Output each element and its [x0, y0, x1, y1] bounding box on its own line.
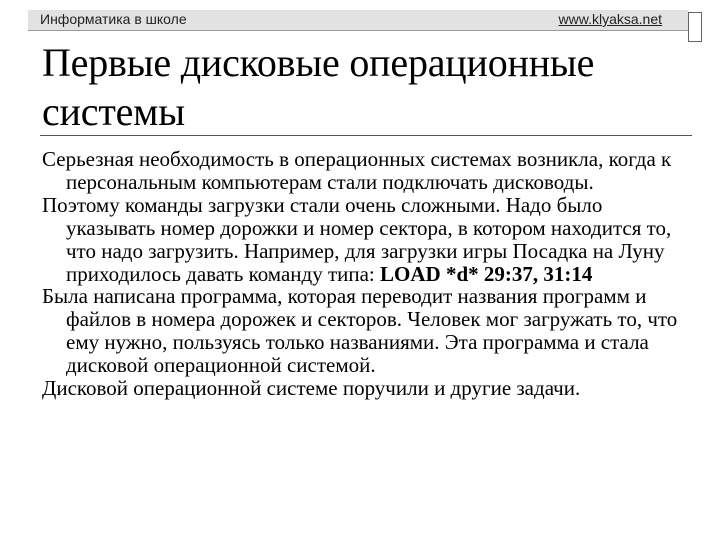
header-website-link[interactable]: www.klyaksa.net [558, 11, 662, 27]
paragraph-dos-program: Была написана программа, которая переводит названия программ и файлов в номера дорожек и секторов. Человек мог загружать то, что ему нужно, пользуясь только названиями. Эта программа и стала дисковой операционной системой. [42, 284, 678, 378]
slide-title: Первые дисковые операционные системы [42, 40, 595, 134]
load-command-example: LOAD *d* 29:37, 31:14 [380, 261, 593, 286]
corner-decoration [688, 12, 702, 42]
paragraph-load-commands [42, 194, 692, 286]
title-divider [40, 135, 692, 136]
paragraph-disk-need: Серьезная необходимость в операционных системах возникла, когда к персональным компьютерам стали подключать дисководы. [42, 147, 672, 194]
slide-body [42, 148, 692, 400]
header-site-title: Информатика в школе [40, 11, 187, 27]
paragraph-other-tasks: Дисковой операционной системе поручили и другие задачи. [42, 376, 581, 401]
header-bar [28, 10, 688, 31]
paragraph-load-commands-text: Поэтому команды загрузки стали очень сложными. Надо было указывать номер дорожки и номер сектора, в котором находится то, что надо загрузить. Например, для загрузки игры Посадка на Луну приходилось давать команду типа: [42, 192, 672, 286]
